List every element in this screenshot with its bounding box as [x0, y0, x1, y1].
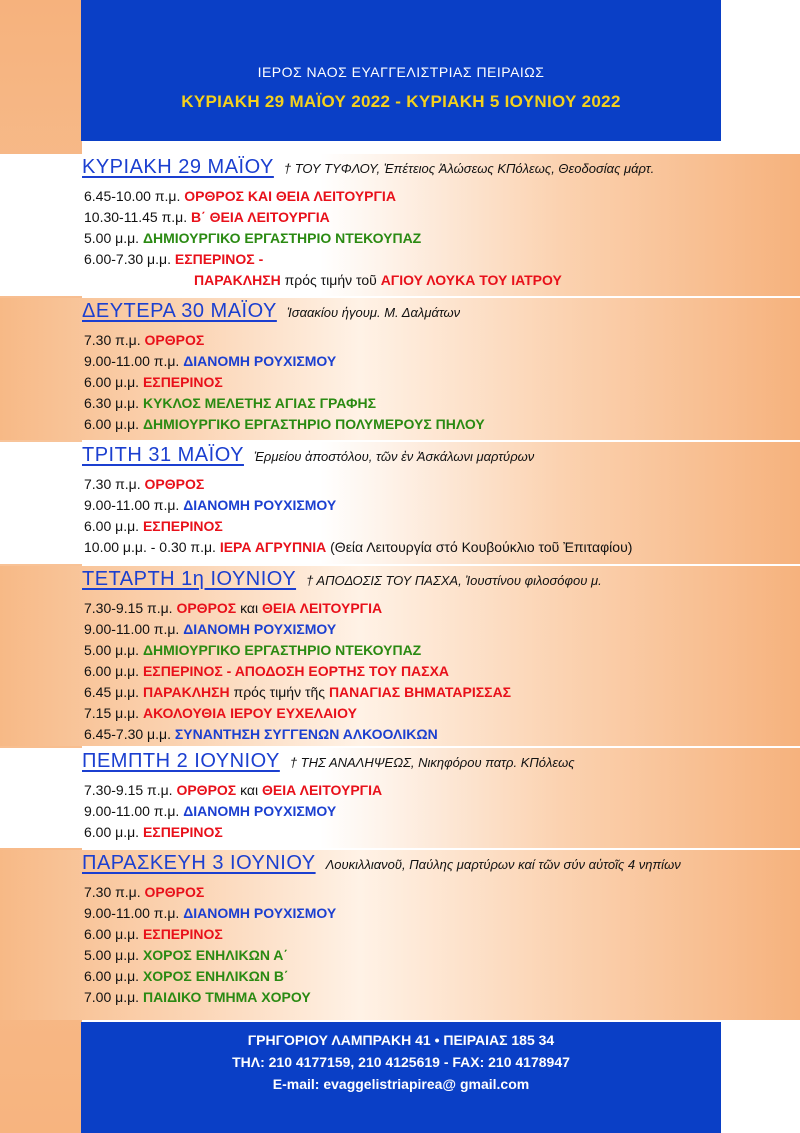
service-line	[84, 474, 632, 495]
service-title: ΔΙΑΝΟΜΗ ΡΟΥΧΙΣΜΟΥ	[183, 803, 337, 819]
service-line	[84, 393, 485, 414]
service-title: ΟΡΘΡΟΣ	[176, 600, 237, 616]
service-title: ΧΟΡΟΣ ΕΝΗΛΙΚΩΝ Α΄	[142, 947, 289, 963]
day-name: ΠΑΡΑΣΚΕΥΗ 3 ΙΟΥΝΙΟΥ	[82, 852, 316, 874]
day-feast: † ΑΠΟΔΟΣΙΣ ΤΟΥ ΠΑΣΧΑ, Ἰουστίνου φιλοσόφου μ.	[306, 573, 602, 588]
service-title: ΕΣΠΕΡΙΝΟΣ -	[174, 251, 264, 267]
service-time: 10.30-11.45 π.μ.	[84, 209, 188, 225]
footer-address: ΓΡΗΓΟΡΙΟΥ ΛΑΜΠΡΑΚΗ 41 • ΠΕΙΡΑΙΑΣ 185 34	[247, 1032, 555, 1048]
service-title: ΟΡΘΡΟΣ	[144, 476, 205, 492]
day-header	[82, 300, 460, 323]
service-time: 7.30 π.μ.	[84, 476, 141, 492]
service-line	[84, 903, 336, 924]
service-title: ΟΡΘΡΟΣ ΚΑΙ ΘΕΙΑ ΛΕΙΤΟΥΡΓΙΑ	[184, 188, 396, 204]
service-time: 6.45-10.00 π.μ.	[84, 188, 181, 204]
service-time: 9.00-11.00 π.μ.	[84, 497, 180, 513]
day-name: ΤΡΙΤΗ 31 ΜΑΪΟΥ	[82, 444, 244, 466]
service-title: ΔΙΑΝΟΜΗ ΡΟΥΧΙΣΜΟΥ	[183, 353, 337, 369]
service-line	[84, 228, 562, 249]
service-note: (Θεία Λειτουργία στό Κουβούκλιο τοῦ Ἐπιταφίου)	[330, 539, 633, 555]
service-time: 7.00 μ.μ.	[84, 989, 140, 1005]
service-time: 6.00 μ.μ.	[84, 416, 140, 432]
service-time: 7.30-9.15 π.μ.	[84, 782, 173, 798]
service-title: ΠΑΡΑΚΛΗΣΗ	[142, 684, 230, 700]
day-feast: † ΤΟΥ ΤΥΦΛΟΥ, Ἐπέτειος Ἁλώσεως ΚΠόλεως, Θεοδοσίας μάρτ.	[283, 161, 655, 176]
service-time: 6.00 μ.μ.	[84, 374, 140, 390]
service-line	[84, 703, 511, 724]
service-list	[84, 598, 511, 745]
service-list	[84, 780, 382, 843]
service-title: ΔΗΜΙΟΥΡΓΙΚΟ ΕΡΓΑΣΤΗΡΙΟ ΝΤΕΚΟΥΠΑΖ	[142, 642, 422, 658]
day-section	[0, 566, 800, 746]
service-title: Β΄ ΘΕΙΑ ΛΕΙΤΟΥΡΓΙΑ	[190, 209, 330, 225]
service-title: ΠΑΙΔΙΚΟ ΤΜΗΜΑ ΧΟΡΟΥ	[142, 989, 311, 1005]
service-time: 7.30 π.μ.	[84, 332, 141, 348]
service-line	[84, 186, 562, 207]
service-title: ΔΙΑΝΟΜΗ ΡΟΥΧΙΣΜΟΥ	[183, 905, 337, 921]
service-line	[84, 330, 485, 351]
service-line	[84, 619, 511, 640]
service-title: ΑΚΟΛΟΥΘΙΑ ΙΕΡΟΥ ΕΥΧΕΛΑΙΟΥ	[142, 705, 357, 721]
service-title: ΘΕΙΑ ΛΕΙΤΟΥΡΓΙΑ	[262, 782, 383, 798]
day-feast: † ΤΗΣ ΑΝΑΛΗΨΕΩΣ, Νικηφόρου πατρ. ΚΠόλεως	[289, 755, 575, 770]
service-line	[84, 780, 382, 801]
week-dates: ΚΥΡΙΑΚΗ 29 ΜΑΪΟΥ 2022 - ΚΥΡΙΑΚΗ 5 ΙΟΥΝΙΟΥ 2022	[181, 92, 621, 111]
service-line	[84, 270, 562, 291]
service-line	[84, 661, 511, 682]
day-feast: Ἑρμείου ἀποστόλου, τῶν ἐν Ἀσκάλωνι μαρτύρων	[253, 449, 535, 464]
service-time: 7.30 π.μ.	[84, 884, 141, 900]
service-time: 10.00 μ.μ. - 0.30 π.μ.	[84, 539, 216, 555]
service-title: ΔΗΜΙΟΥΡΓΙΚΟ ΕΡΓΑΣΤΗΡΙΟ ΝΤΕΚΟΥΠΑΖ	[142, 230, 422, 246]
service-title: ΕΣΠΕΡΙΝΟΣ	[142, 374, 223, 390]
service-time: 9.00-11.00 π.μ.	[84, 353, 180, 369]
service-time: 9.00-11.00 π.μ.	[84, 803, 180, 819]
service-title: ΕΣΠΕΡΙΝΟΣ - ΑΠΟΔΟΣΗ ΕΟΡΤΗΣ ΤΟΥ ΠΑΣΧΑ	[142, 663, 450, 679]
service-time: 6.30 μ.μ.	[84, 395, 140, 411]
service-title: ΔΙΑΝΟΜΗ ΡΟΥΧΙΣΜΟΥ	[183, 497, 337, 513]
day-section	[0, 154, 800, 296]
service-line	[84, 682, 511, 703]
service-time: 6.00 μ.μ.	[84, 968, 140, 984]
service-line	[84, 207, 562, 228]
day-header	[82, 444, 534, 467]
church-title: ΙΕΡΟΣ ΝΑΟΣ ΕΥΑΓΓΕΛΙΣΤΡΙΑΣ ΠΕΙΡΑΙΩΣ	[257, 64, 545, 80]
service-time: 9.00-11.00 π.μ.	[84, 905, 180, 921]
service-title: ΔΗΜΙΟΥΡΓΙΚΟ ΕΡΓΑΣΤΗΡΙΟ ΠΟΛΥΜΕΡΟΥΣ ΠΗΛΟΥ	[142, 416, 485, 432]
service-time: 5.00 μ.μ.	[84, 947, 140, 963]
service-line	[84, 724, 511, 745]
service-time: 6.45-7.30 μ.μ.	[84, 726, 171, 742]
service-title: ΟΡΘΡΟΣ	[144, 332, 205, 348]
service-title: ΕΣΠΕΡΙΝΟΣ	[142, 824, 223, 840]
service-line	[84, 372, 485, 393]
service-title: ΧΟΡΟΣ ΕΝΗΛΙΚΩΝ Β΄	[142, 968, 289, 984]
day-name: ΠΕΜΠΤΗ 2 ΙΟΥΝΙΟΥ	[82, 750, 280, 772]
service-list	[84, 330, 485, 435]
service-title: ΙΕΡΑ ΑΓΡΥΠΝΙΑ	[219, 539, 327, 555]
service-line	[84, 801, 382, 822]
service-line	[84, 882, 336, 903]
day-section	[0, 442, 800, 564]
service-list	[84, 186, 562, 291]
service-title: ΕΣΠΕΡΙΝΟΣ	[142, 518, 223, 534]
service-time: 6.45 μ.μ.	[84, 684, 140, 700]
footer-banner	[81, 1022, 721, 1133]
service-title: ΣΥΝΑΝΤΗΣΗ ΣΥΓΓΕΝΩΝ ΑΛΚΟΟΛΙΚΩΝ	[174, 726, 438, 742]
service-time: 7.15 μ.μ.	[84, 705, 140, 721]
service-time: 6.00 μ.μ.	[84, 824, 140, 840]
service-title: ΠΑΡΑΚΛΗΣΗ	[194, 272, 281, 288]
footer-email: E-mail: evaggelistriapirea@ gmail.com	[272, 1076, 530, 1092]
day-header	[82, 750, 575, 773]
service-note: και	[240, 600, 259, 616]
service-list	[84, 474, 632, 558]
service-line	[84, 966, 336, 987]
service-time: 6.00 μ.μ.	[84, 663, 140, 679]
day-name: ΚΥΡΙΑΚΗ 29 ΜΑΪΟΥ	[82, 156, 274, 178]
service-title: ΟΡΘΡΟΣ	[176, 782, 237, 798]
service-time: 6.00 μ.μ.	[84, 926, 140, 942]
footer-phones: ΤΗΛ: 210 4177159, 210 4125619 - FAX: 210 4178947	[232, 1054, 570, 1070]
service-time: 7.30-9.15 π.μ.	[84, 600, 173, 616]
day-header	[82, 568, 602, 591]
service-time: 5.00 μ.μ.	[84, 642, 140, 658]
service-line	[84, 249, 562, 270]
service-note: πρός τιμήν τῆς	[233, 684, 326, 700]
service-title: ΑΓΙΟΥ ΛΟΥΚΑ ΤΟΥ ΙΑΤΡΟΥ	[380, 272, 562, 288]
service-title: ΔΙΑΝΟΜΗ ΡΟΥΧΙΣΜΟΥ	[183, 621, 337, 637]
day-name: ΔΕΥΤΕΡΑ 30 ΜΑΪΟΥ	[82, 300, 277, 322]
service-line	[84, 495, 632, 516]
service-line	[84, 351, 485, 372]
service-note: και	[240, 782, 259, 798]
day-section	[0, 850, 800, 1020]
service-list	[84, 882, 336, 1008]
day-name: ΤΕΤΑΡΤΗ 1η ΙΟΥΝΙΟΥ	[82, 568, 297, 590]
service-title: ΕΣΠΕΡΙΝΟΣ	[142, 926, 223, 942]
service-line	[84, 822, 382, 843]
service-line	[84, 598, 511, 619]
service-title: ΚΥΚΛΟΣ ΜΕΛΕΤΗΣ ΑΓΙΑΣ ΓΡΑΦΗΣ	[142, 395, 377, 411]
day-feast: Λουκιλλιανοῦ, Παύλης μαρτύρων καί τῶν σύν αὐτοῖς 4 νηπίων	[325, 857, 681, 872]
day-section	[0, 748, 800, 848]
day-feast: Ἰσαακίου ἡγουμ. Μ. Δαλμάτων	[286, 305, 461, 320]
service-time: 9.00-11.00 π.μ.	[84, 621, 180, 637]
service-line	[84, 537, 632, 558]
service-line	[84, 414, 485, 435]
service-time: 6.00 μ.μ.	[84, 518, 140, 534]
day-header	[82, 156, 654, 179]
service-line	[84, 640, 511, 661]
service-time: 5.00 μ.μ.	[84, 230, 140, 246]
service-title: ΠΑΝΑΓΙΑΣ ΒΗΜΑΤΑΡΙΣΣΑΣ	[328, 684, 512, 700]
service-line	[84, 987, 336, 1008]
service-title: ΟΡΘΡΟΣ	[144, 884, 205, 900]
service-note: πρός τιμήν τοῦ	[284, 272, 377, 288]
service-title: ΘΕΙΑ ΛΕΙΤΟΥΡΓΙΑ	[262, 600, 383, 616]
service-time: 6.00-7.30 μ.μ.	[84, 251, 171, 267]
service-line	[84, 945, 336, 966]
day-section	[0, 298, 800, 440]
service-line	[84, 924, 336, 945]
day-header	[82, 852, 681, 875]
service-line	[84, 516, 632, 537]
